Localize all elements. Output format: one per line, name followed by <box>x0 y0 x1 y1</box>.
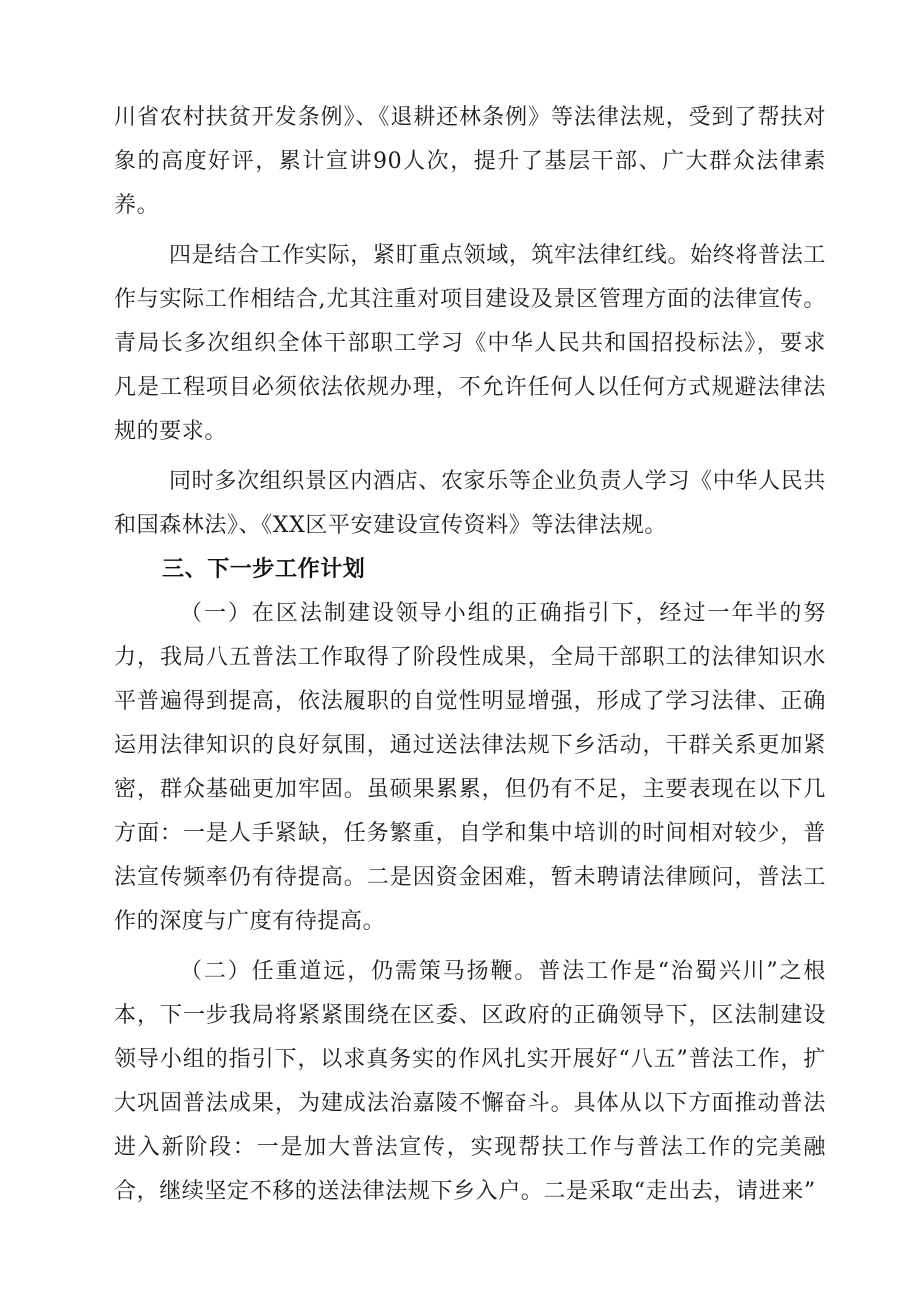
section-heading: 三、下一步工作计划 <box>162 557 366 582</box>
paragraph-item-four: 四是结合工作实际，紧盯重点领域，筑牢法律红线。始终将普法工作与实际工作相结合,尤其注重对项目建设及景区管理方面的法律宣传。青局长多次组织全体干部职工学习《中华人民共和国招投标法》，要求凡是工程项目必须依法依规办理，不允许任何人以任何方式规避法律法规的要求。 <box>114 243 826 444</box>
document-body <box>114 96 826 1214</box>
paragraph-continuation: 川省农村扶贫开发条例》、《退耕还林条例》等法律法规，受到了帮扶对象的高度好评，累计宣讲90人次，提升了基层干部、广大群众法律素养。 <box>114 105 826 218</box>
paragraph-meanwhile: 同时多次组织景区内酒店、农家乐等企业负责人学习《中华人民共和国森林法》、《XX区平安建设宣传资料》等法律法规。 <box>114 469 826 538</box>
paragraph-plan-two: （二）任重道远，仍需策马扬鞭。普法工作是“治蜀兴川”之根本，下一步我局将紧紧围绕在区委、区政府的正确领导下，区法制建设领导小组的指引下，以求真务实的作风扎实开展好“八五”普法工作，扩大巩固普法成果，为建成法治嘉陵不懈奋斗。具体从以下方面推动普法进入新阶段：一是加大普法宣传，实现帮扶工作与普法工作的完美融合，继续坚定不移的送法律法规下乡入户。二是采取“走出去，请进来” <box>114 959 826 1204</box>
paragraph-plan-one: （一）在区法制建设领导小组的正确指引下，经过一年半的努力，我局八五普法工作取得了阶段性成果，全局干部职工的法律知识水平普遍得到提高，依法履职的自觉性明显增强，形成了学习法律、正确运用法律知识的良好氛围，通过送法律法规下乡活动，干群关系更加紧密，群众基础更加牢固。虽硕果累累，但仍有不足，主要表现在以下几方面：一是人手紧缺，任务繁重，自学和集中培训的时间相对较少，普法宣传频率仍有待提高。二是因资金困难，暂未聘请法律顾问，普法工作的深度与广度有待提高。 <box>114 601 826 934</box>
